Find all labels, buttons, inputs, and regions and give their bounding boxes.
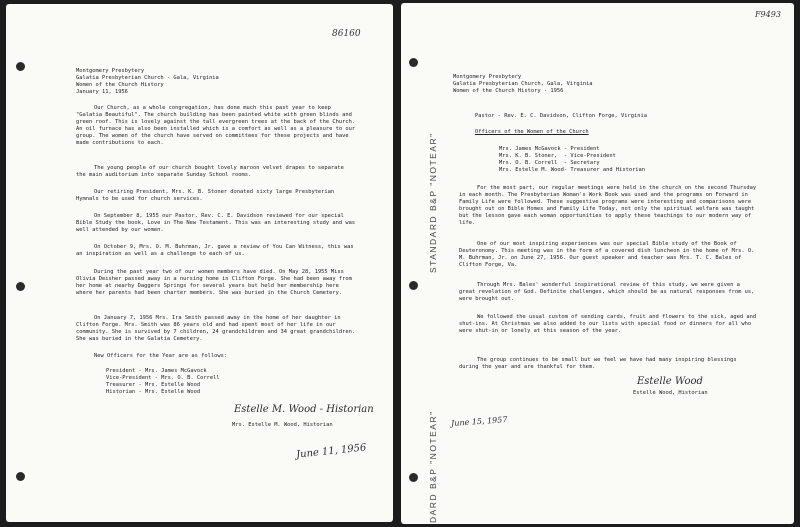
officer-line: Vice-President - Mrs. O. B. Correll bbox=[106, 375, 220, 381]
punch-hole bbox=[16, 282, 25, 291]
officer-line: Mrs. Estelle M. Wood- Treasurer and Historian bbox=[499, 167, 646, 173]
punch-hole bbox=[409, 281, 418, 290]
body-paragraph: On October 9, Mrs. O. M. Buhrman, Jr. gave a review of You Can Witness, this was an inspiration as well as a challenge to each of us. bbox=[76, 244, 354, 257]
handwritten-date: June 15, 1957 bbox=[450, 415, 508, 428]
body-paragraph: On January 7, 1956 Mrs. Ira Smith passed away in the home of her daughter in Clifton Forge. Mrs. Smith was 86 years old and had spent most of her life in our community. She is survived by 7 children, 24 grandchildren and 34 great grandchildren. She was buried in the Galatia Cemetery. bbox=[76, 315, 356, 342]
right-document-page bbox=[401, 3, 794, 524]
handwritten-date: June 11, 1956 bbox=[295, 442, 367, 461]
pastor-line: Pastor - Rev. E. C. Davidson, Clifton Forge, Virginia bbox=[475, 113, 648, 119]
officer-line: President - Mrs. James McGavock bbox=[106, 368, 207, 374]
header-line: Montgomery Presbytery bbox=[76, 68, 145, 74]
header-line: Galatia Presbyterian Church, Gala, Virginia bbox=[453, 81, 593, 87]
body-paragraph: Our Church, as a whole congregation, has done much this past year to keep "Galatia Beautiful". The church building has been painted white with green blinds and green roof. This is lovely against the tall evergreen trees at the back of the Church. An oil furnace has also been installed which is a comfort as well as a pleasure to our group. The women of the church have served on committees for these projects and have made contributions to each. bbox=[76, 105, 356, 146]
header-line: Women of the Church History - 1956 bbox=[453, 88, 564, 94]
body-paragraph: During the past year two of our women members have died. On May 28, 1955 Miss Olivia Deisher passed away in a nursing home in Clifton Forge. She had been away from her home at nearby Daggers Springs for several years but held her membership here where her parents had been charter members. She was buried in the Church Cemetery. bbox=[76, 269, 352, 296]
left-document-page bbox=[6, 4, 393, 522]
paper-brand-stamp: STANDARD B&P "NOTEAR" bbox=[428, 132, 438, 273]
body-paragraph: We followed the usual custom of sending cards, fruit and flowers to the sick, aged and shut-ins. At Christmas we also added to our lists with special food or dinners for all who were shut-in or lonely at this season of the year. bbox=[459, 314, 757, 334]
officer-line: Mrs. O. B. Correll - Secretary bbox=[499, 160, 600, 166]
body-paragraph: Through Mrs. Bales' wonderful inspirational review of this study, we were given a great revelation of God. Definite challenges, which should be as natural responses from us, were brought out. bbox=[459, 282, 755, 302]
header-line: Women of the Church History bbox=[76, 82, 164, 88]
punch-hole bbox=[409, 473, 418, 482]
header-line: Montgomery Presbytery bbox=[453, 74, 522, 80]
signed-name: Estelle Wood, Historian bbox=[633, 390, 708, 396]
handwritten-signature: Estelle Wood bbox=[637, 376, 703, 387]
header-date: January 11, 1956 bbox=[76, 89, 128, 95]
archive-number: F9493 bbox=[755, 10, 781, 19]
officer-line: Mrs. James McGavock - President bbox=[499, 146, 600, 152]
body-paragraph: For the most part, our regular meetings were held in the church on the second Thursday in each month. The Presbyterian Woman's Work Book was used and the programs on Forward in Family Life were followed. These suggestive programs were interesting and comparisons were brought out on Bible Homes and Family Life Today, not only the spiritual welfare was taught but the lesson gave each woman opportunities to apply these teachings to our modern way of life. bbox=[459, 185, 757, 226]
body-paragraph: One of our most inspiring experiences was our special Bible study of the Book of Deuteronomy. This meeting was in the form of a covered dish luncheon in the home of Mrs. O. M. Buhrman, Jr. on June 27, 1956. Our guest speaker and teacher was Mrs. T. C. Bales of Clifton Forge, Va. bbox=[459, 241, 755, 268]
punch-hole bbox=[16, 472, 25, 481]
handwritten-signature: Estelle M. Wood - Historian bbox=[234, 404, 374, 415]
header-line: Galatia Presbyterian Church - Gala, Virginia bbox=[76, 75, 219, 81]
officer-line: Mrs. K. B. Stoner, - Vice-President bbox=[499, 153, 616, 159]
officers-intro: New Officers for the Year are as follows: bbox=[94, 353, 228, 359]
signed-name: Mrs. Estelle M. Wood, Historian bbox=[232, 422, 333, 428]
archive-number: 86160 bbox=[332, 29, 361, 39]
body-paragraph: The group continues to be small but we feel we have had many inspiring blessings during the year and are thankful for them. bbox=[459, 357, 737, 370]
officer-line: Treasurer - Mrs. Estelle Wood bbox=[106, 382, 201, 388]
punch-hole bbox=[409, 58, 418, 67]
officers-title: Officers of the Women of the Church bbox=[475, 129, 589, 135]
body-paragraph: Our retiring President, Mrs. K. B. Stoner donated sixty large Presbyterian Hymnals to be used for church services. bbox=[76, 189, 335, 202]
officer-line: Historian - Mrs. Estelle Wood bbox=[106, 389, 201, 395]
body-paragraph: The young people of our church bought lovely maroon velvet drapes to separate the main auditorium into separate Sunday School rooms. bbox=[76, 165, 344, 178]
body-paragraph: On September 8, 1955 our Pastor, Rev. C. E. Davidson reviewed for our special Bible Study the book, Love in The New Testament. This was an interesting study and was well attended by our women. bbox=[76, 213, 356, 233]
punch-hole bbox=[16, 62, 25, 71]
paper-brand-stamp-bottom: DARD B&P "NOTEAR" bbox=[428, 410, 438, 523]
